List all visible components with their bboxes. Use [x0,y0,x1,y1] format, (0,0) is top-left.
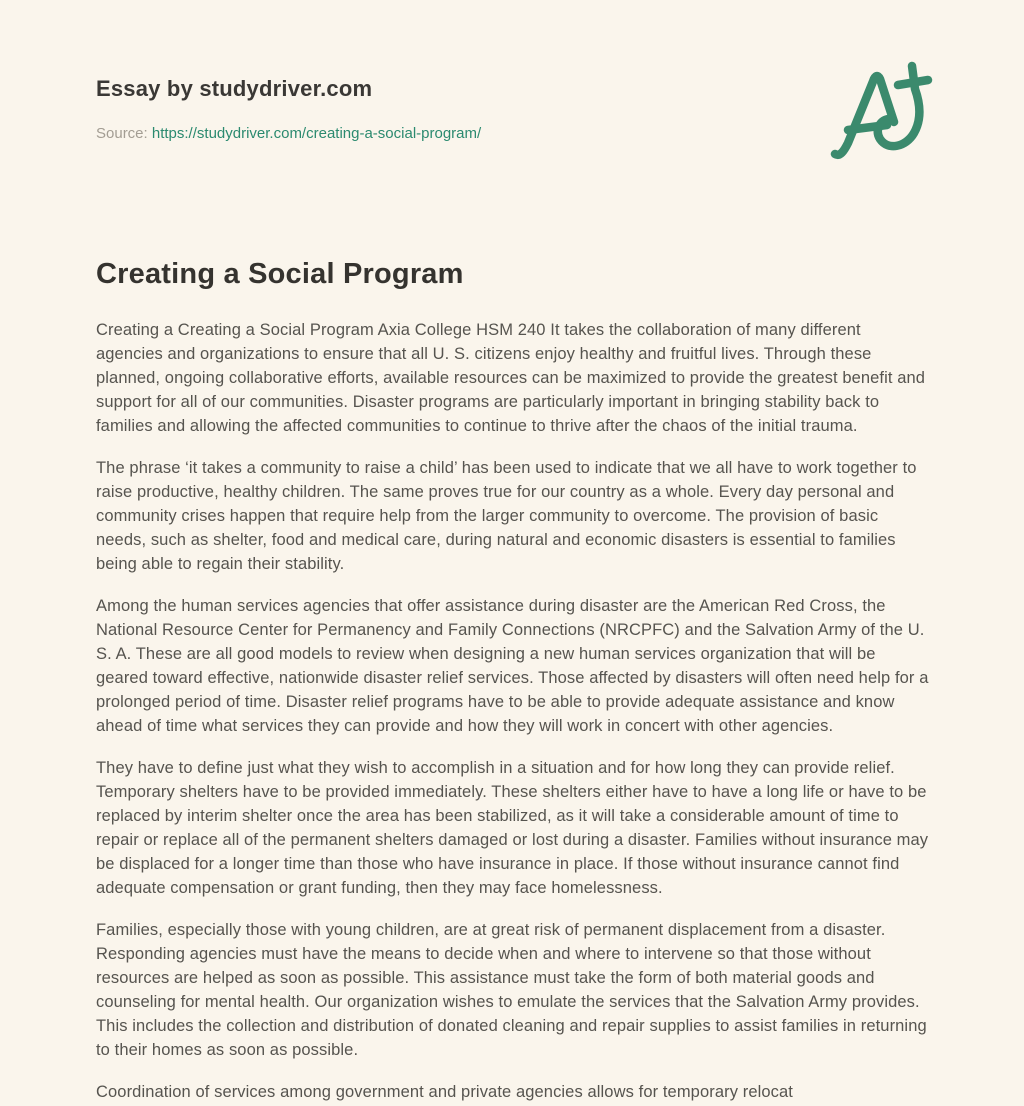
a-plus-logo-icon [826,58,938,168]
essay-body [96,318,932,1104]
essay-paragraph: The phrase ‘it takes a community to raise a child’ has been used to indicate that we all have to work together to raise productive, healthy children. The same proves true for our country as a whole. Every day personal and community crises happen that require help from the larger community to overcome. The provision of basic needs, such as shelter, food and medical care, during natural and economic disasters is essential to families being able to regain their stability. [96,459,917,573]
essay-paragraph: Families, especially those with young children, are at great risk of permanent displacement from a disaster. Responding agencies must have the means to decide when and where to intervene so that those without resources are helped as soon as possible. This assistance must take the form of both material goods and counseling for mental health. Our organization wishes to emulate the services that the Salvation Army provides. This includes the collection and distribution of donated cleaning and repair supplies to assist families in returning to their homes as soon as possible. [96,921,927,1059]
essay-paragraph: They have to define just what they wish to accomplish in a situation and for how long they can provide relief. Temporary shelters have to be provided immediately. These shelters either have to have a long life or have to be replaced by interim shelter once the area has been stabilized, as it will take a considerable amount of time to repair or replace all of the permanent shelters damaged or lost during a disaster. Families without insurance may be displaced for a longer time than those who have insurance in place. If those without insurance cannot find adequate compensation or grant funding, then they may face homelessness. [96,759,929,897]
essay-paragraph: Coordination of services among government and private agencies allows for temporary relocat [96,1083,793,1101]
page-title: Essay by studydriver.com [96,76,373,101]
essay-title: Creating a Social Program [96,258,464,290]
essay-paragraph: Creating a Creating a Social Program Axia College HSM 240 It takes the collaboration of many different agencies and organizations to ensure that all U. S. citizens enjoy healthy and fruitful lives. Through these planned, ongoing collaborative efforts, available resources can be maximized to provide the greatest benefit and support for all of our communities. Disaster programs are particularly important in bringing stability back to families and allowing the affected communities to continue to thrive after the chaos of the initial trauma. [96,321,926,435]
essay-paragraph: Among the human services agencies that offer assistance during disaster are the American Red Cross, the National Resource Center for Permanency and Family Connections (NRCPFC) and the Salvation Army of the U. S. A. These are all good models to review when designing a new human services organization that will be geared toward effective, nationwide disaster relief services. Those affected by disasters will often need help for a prolonged period of time. Disaster relief programs have to be able to provide adequate assistance and know ahead of time what services they can provide and how they will work in concert with other agencies. [96,597,929,735]
source-label: Source: [96,125,148,142]
source-line [96,124,928,144]
source-url-link[interactable]: https://studydriver.com/creating-a-social-program/ [151,125,482,142]
